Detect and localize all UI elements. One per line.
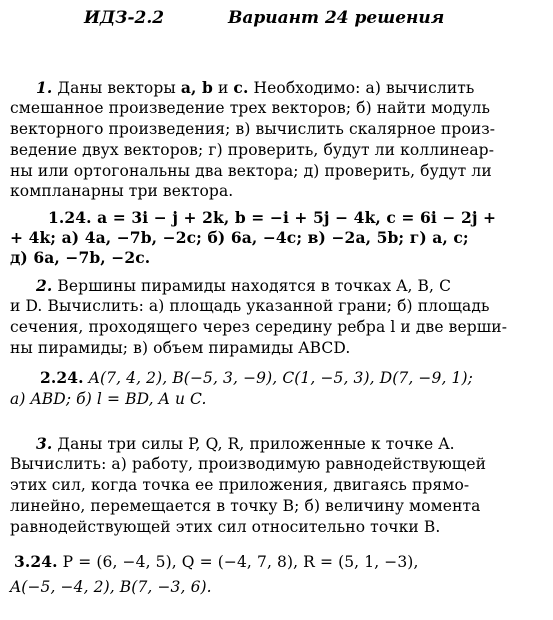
problem1-variant-line3: д) 6a, −7b, −2c. (10, 248, 151, 267)
problem2-variant-line2: а) ABD; б) l = BD, A и C. (10, 390, 207, 408)
problem2-line3: сечения, проходящего через середину ребра l и две верши- (10, 318, 508, 336)
problem2-variant-line1: 2.24. A(7, 4, 2), B(−5, 3, −9), C(1, −5, 3), D(7, −9, 1); (40, 368, 473, 387)
problem2-variant-number: 2.24. (40, 368, 84, 387)
problem1-line1: 1. Даны векторы a, b и c. Необходимо: а) вычислить (36, 78, 475, 97)
problem1-variant-line2: + 4k; а) 4a, −7b, −2c; б) 6a, −4c; в) −2a, 5b; г) a, c; (10, 228, 469, 247)
problem3-line1: 3. Даны три силы P, Q, R, приложенные к точке A. (36, 434, 455, 453)
problem3-line3: этих сил, когда точка ее приложения, двигаясь прямо- (10, 476, 470, 494)
problem3-variant-number: 3.24. (14, 552, 58, 571)
problem1-line6: компланарны три вектора. (10, 182, 234, 200)
problem1-line5: ны или ортогональны два вектора; д) проверить, будут ли (10, 162, 492, 180)
problem3-number: 3. (36, 434, 53, 453)
problem3-variant-line2: A(−5, −4, 2), B(7, −3, 6). (10, 578, 212, 596)
problem1-variant-line1: 1.24. a = 3i − j + 2k, b = −i + 5j − 4k, c = 6i − 2j + (48, 208, 497, 227)
problem3-line5: равнодействующей этих сил относительно точки B. (10, 518, 441, 536)
problem1-variant-number: 1.24. (48, 208, 92, 227)
document-title: ИДЗ-2.2 (84, 8, 165, 28)
problem2-line2: и D. Вычислить: а) площадь указанной грани; б) площадь (10, 297, 490, 315)
problem3-variant-line1: 3.24. P = (6, −4, 5), Q = (−4, 7, 8), R = (5, 1, −3), (14, 552, 419, 571)
variant-heading: Вариант 24 решения (228, 8, 445, 28)
problem1-line2: смешанное произведение трех векторов; б) найти модуль (10, 99, 491, 117)
problem1-line4: ведение двух векторов; г) проверить, будут ли коллинеар- (10, 141, 495, 159)
problem2-line1: 2. Вершины пирамиды находятся в точках A, B, C (36, 276, 452, 295)
problem3-line4: линейно, перемещается в точку B; б) величину момента (10, 497, 481, 515)
problem2-line4: ны пирамиды; в) объем пирамиды ABCD. (10, 339, 351, 357)
problem1-number: 1. (36, 78, 53, 97)
problem2-number: 2. (36, 276, 53, 295)
problem1-line3: векторного произведения; в) вычислить скалярное произ- (10, 120, 496, 138)
problem3-line2: Вычислить: а) работу, производимую равнодействующей (10, 455, 487, 473)
